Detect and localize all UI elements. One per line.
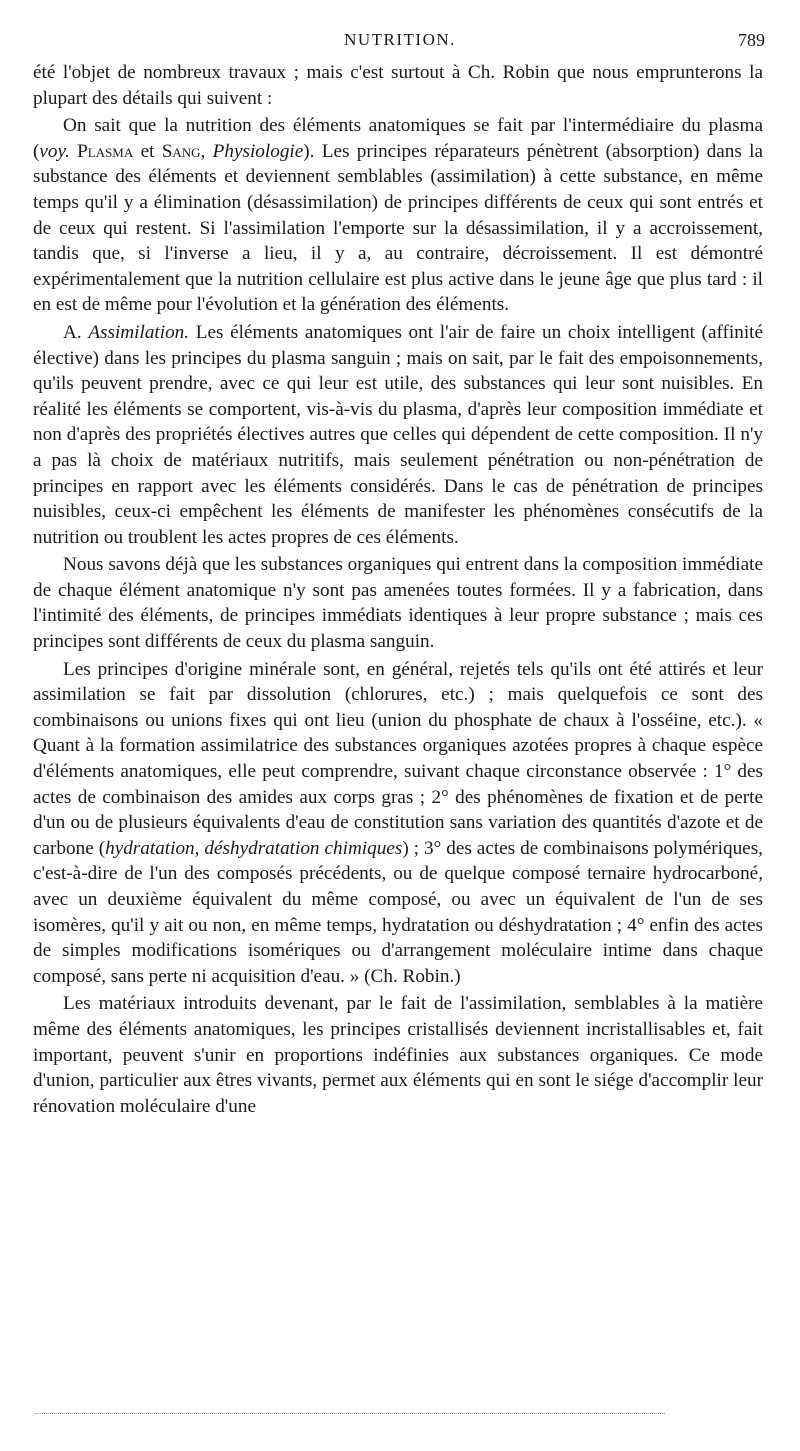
paragraph-continuation: été l'objet de nombreux travaux ; mais c'est surtout à Ch. Robin que nous emprunterons la plupart des détails qui suivent : <box>33 62 763 109</box>
body-text <box>33 60 763 1121</box>
text-run: On sait que la nutrition des éléments anatomiques se fait par l'intermédiaire du plasma ( <box>33 115 763 162</box>
cross-ref-physiologie: Physiologie <box>212 140 304 162</box>
text-run: ). Les principes réparateurs pénètrent (absorption) dans la substance des éléments et deviennent semblables (assimilation) à cette substance, en même temps qu'il y a élimination (désassimilation) de principes différents de ceux qui sont entrés et de ceux qui restent. Si l'assimilation l'emporte sur la désassimilation, il y a accroissement, tandis que, si l'inverse a lieu, il y a, au contraire, décroissement. Il est démontré expérimentalement que la nutrition cellulaire est plus active dans le jeune âge que plus tard : il en est de même pour l'évolution et la génération des éléments. <box>33 140 764 316</box>
paragraph-materials: Les matériaux introduits devenant, par le fait de l'assimilation, semblables à la matière même des éléments anatomiques, les principes cristallisés deviennent incristallisables et, fait important, peuvent s'unir en proportions indéfinies aux substances organiques. Ce mode d'union, particulier aux êtres vivants, permet aux éléments qui en sont le siége d'accomplir leur rénovation moléculaire d'une <box>33 993 763 1117</box>
text-run: , <box>200 140 213 162</box>
page-header <box>35 30 765 54</box>
footer-dotted-rule <box>35 1413 665 1414</box>
text-run: Les éléments anatomiques ont l'air de faire un choix intelligent (affinité élective) dans les principes du plasma sanguin ; mais on sait, par le fait des empoisonnements, qu'ils peuvent prendre, avec ce qui leur est utile, des substances qui leur sont nuisibles. En réalité les éléments se comportent, vis-à-vis du plasma, d'après leur composition immédiate et non d'après des propriétés électives autres que celles qui dépendent de cette composition. Il n'y a pas là choix de matériaux nutritifs, mais seulement pénétration ou non-pénétration de principes en rapport avec les éléments considérés. Dans le cas de pénétration de principes nuisibles, ceux-ci empêchent les éléments de manifester les phénomènes consécutifs de la nutrition ou troublent les actes propres de ces éléments. <box>33 321 763 548</box>
text-run: Les principes d'origine minérale sont, en général, rejetés tels qu'ils ont été attirés et leur assimilation se fait par dissolution (chlorures, etc.) ; mais quelquefois ce sont des combinaisons ou unions fixes qui ont lieu (union du phosphate de chaux à l'osséine, etc.). « Quant à la formation assimilatrice des substances organiques azotées propres à chaque espèce d'éléments anatomiques, elle peut comprendre, suivant chaque circonstance observée : 1° des actes de combinaison des amides aux corps gras ; 2° des phénomènes de fixation et de perte d'un ou de plusieurs équivalents d'eau de constitution sans variation des quantités d'azote et de carbone ( <box>33 658 763 859</box>
text-run: et <box>133 140 162 162</box>
paragraph-assimilation <box>33 320 763 550</box>
text-run <box>70 141 77 162</box>
paragraph-mineral-principles <box>33 657 763 990</box>
cross-ref-sang: Sang <box>161 140 201 162</box>
page-number: 789 <box>738 30 765 50</box>
paragraph-organic-substances: Nous savons déjà que les substances organiques qui entrent dans la composition immédiate de chaque élément anatomique n'y sont pas amenées toutes formées. Il y a fabrication, dans l'intimité des éléments, de principes immédiats identiques à leur propre substance ; mais ces principes sont différents de ceux du plasma sanguin. <box>33 554 763 653</box>
running-title: NUTRITION. <box>344 30 456 49</box>
text-run: ) ; 3° des actes de combinaisons polymériques, c'est-à-dire de l'un des composés précédents, ou de quelque composé ternaire hydrocarboné, avec un deuxième équivalent du même composé, ou avec un équivalent de l'un de ses isomères, qu'il y ait ou non, en même temps, hydratation ou déshydratation ; 4° enfin des actes de simples modifications isomériques ou d'arrangement moléculaire intime dans chaque composé, sans perte ni acquisition d'eau. » (Ch. Robin.) <box>33 837 763 987</box>
cross-ref-plasma: Plasma <box>77 140 134 162</box>
paragraph-nutrition-intro <box>33 113 763 318</box>
section-letter: A. <box>63 321 89 343</box>
italic-voy: voy. <box>39 140 70 162</box>
section-heading-assimilation: Assimilation. <box>88 321 190 343</box>
italic-hydratation: hydratation, déshydratation chimiques <box>105 837 403 859</box>
